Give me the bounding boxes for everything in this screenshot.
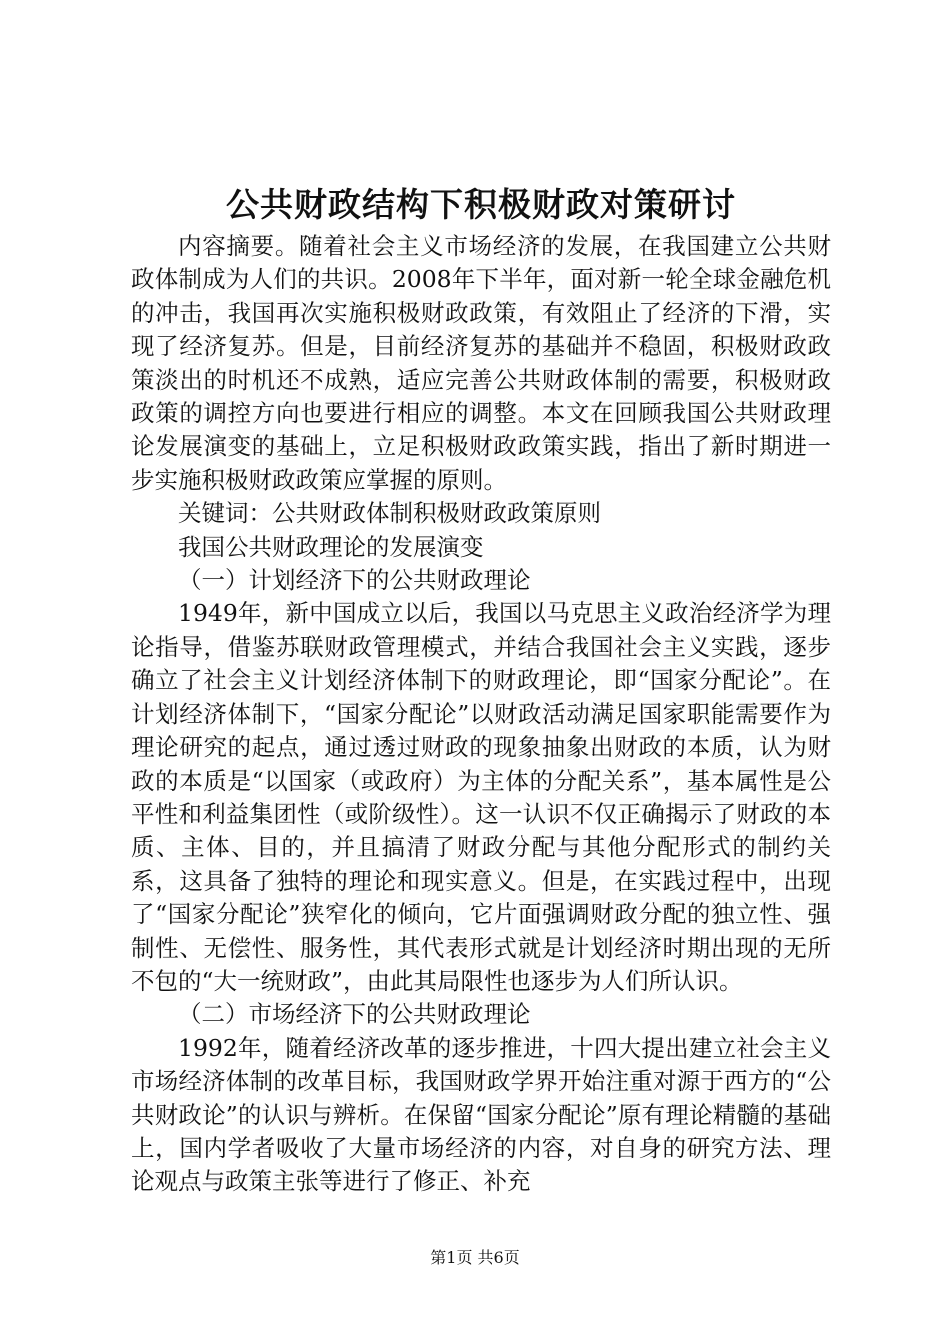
document-page <box>131 180 831 1199</box>
subsection-heading-1: （一）计划经济下的公共财政理论 <box>178 566 531 595</box>
page-footer: 第1页 共6页 <box>430 1248 520 1267</box>
section-heading: 我国公共财政理论的发展演变 <box>178 532 484 561</box>
subsection-heading-2: （二）市场经济下的公共财政理论 <box>178 1000 531 1029</box>
document-title: 公共财政结构下积极财政对策研讨 <box>226 185 736 224</box>
subsection-2-paragraph: 1992年，随着经济改革的逐步推进，十四大提出建立社会主义市场经济体制的改革目标，我国财政学界开始注重对源于西方的“公共财政论”的认识与辨析。在保留“国家分配论”原有理论精髓的基础上，国内学者吸收了大量市场经济的内容，对自身的研究方法、理论观点与政策主张等进行了修正、补充 <box>131 1033 831 1196</box>
subsection-1-paragraph: 1949年，新中国成立以后，我国以马克思主义政治经济学为理论指导，借鉴苏联财政管理模式，并结合我国社会主义实践，逐步确立了社会主义计划经济体制下的财政理论，即“国家分配论”。在计划经济体制下，“国家分配论”以财政活动满足国家职能需要作为理论研究的起点，通过透过财政的现象抽象出财政的本质，认为财政的本质是“以国家（或政府）为主体的分配关系”，基本属性是公平性和利益集团性（或阶级性）。这一认识不仅正确揭示了财政的本质、主体、目的，并且搞清了财政分配与其他分配形式的制约关系，这具备了独特的理论和现实意义。但是，在实践过程中，出现了“国家分配论”狭窄化的倾向，它片面强调财政分配的独立性、强制性、无偿性、服务性，其代表形式就是计划经济时期出现的无所不包的“大一统财政”，由此其局限性也逐步为人们所认识。 <box>131 599 831 995</box>
abstract-paragraph: 内容摘要。随着社会主义市场经济的发展，在我国建立公共财政体制成为人们的共识。2008年下半年，面对新一轮全球金融危机的冲击，我国再次实施积极财政政策，有效阻止了经济的下滑，实现了经济复苏。但是，目前经济复苏的基础并不稳固，积极财政政策淡出的时机还不成熟，适应完善公共财政体制的需要，积极财政政策的调控方向也要进行相应的调整。本文在回顾我国公共财政理论发展演变的基础上，立足积极财政政策实践，指出了新时期进一步实施积极财政政策应掌握的原则。 <box>131 232 831 494</box>
keywords-line: 关键词：公共财政体制积极财政政策原则 <box>178 499 601 528</box>
